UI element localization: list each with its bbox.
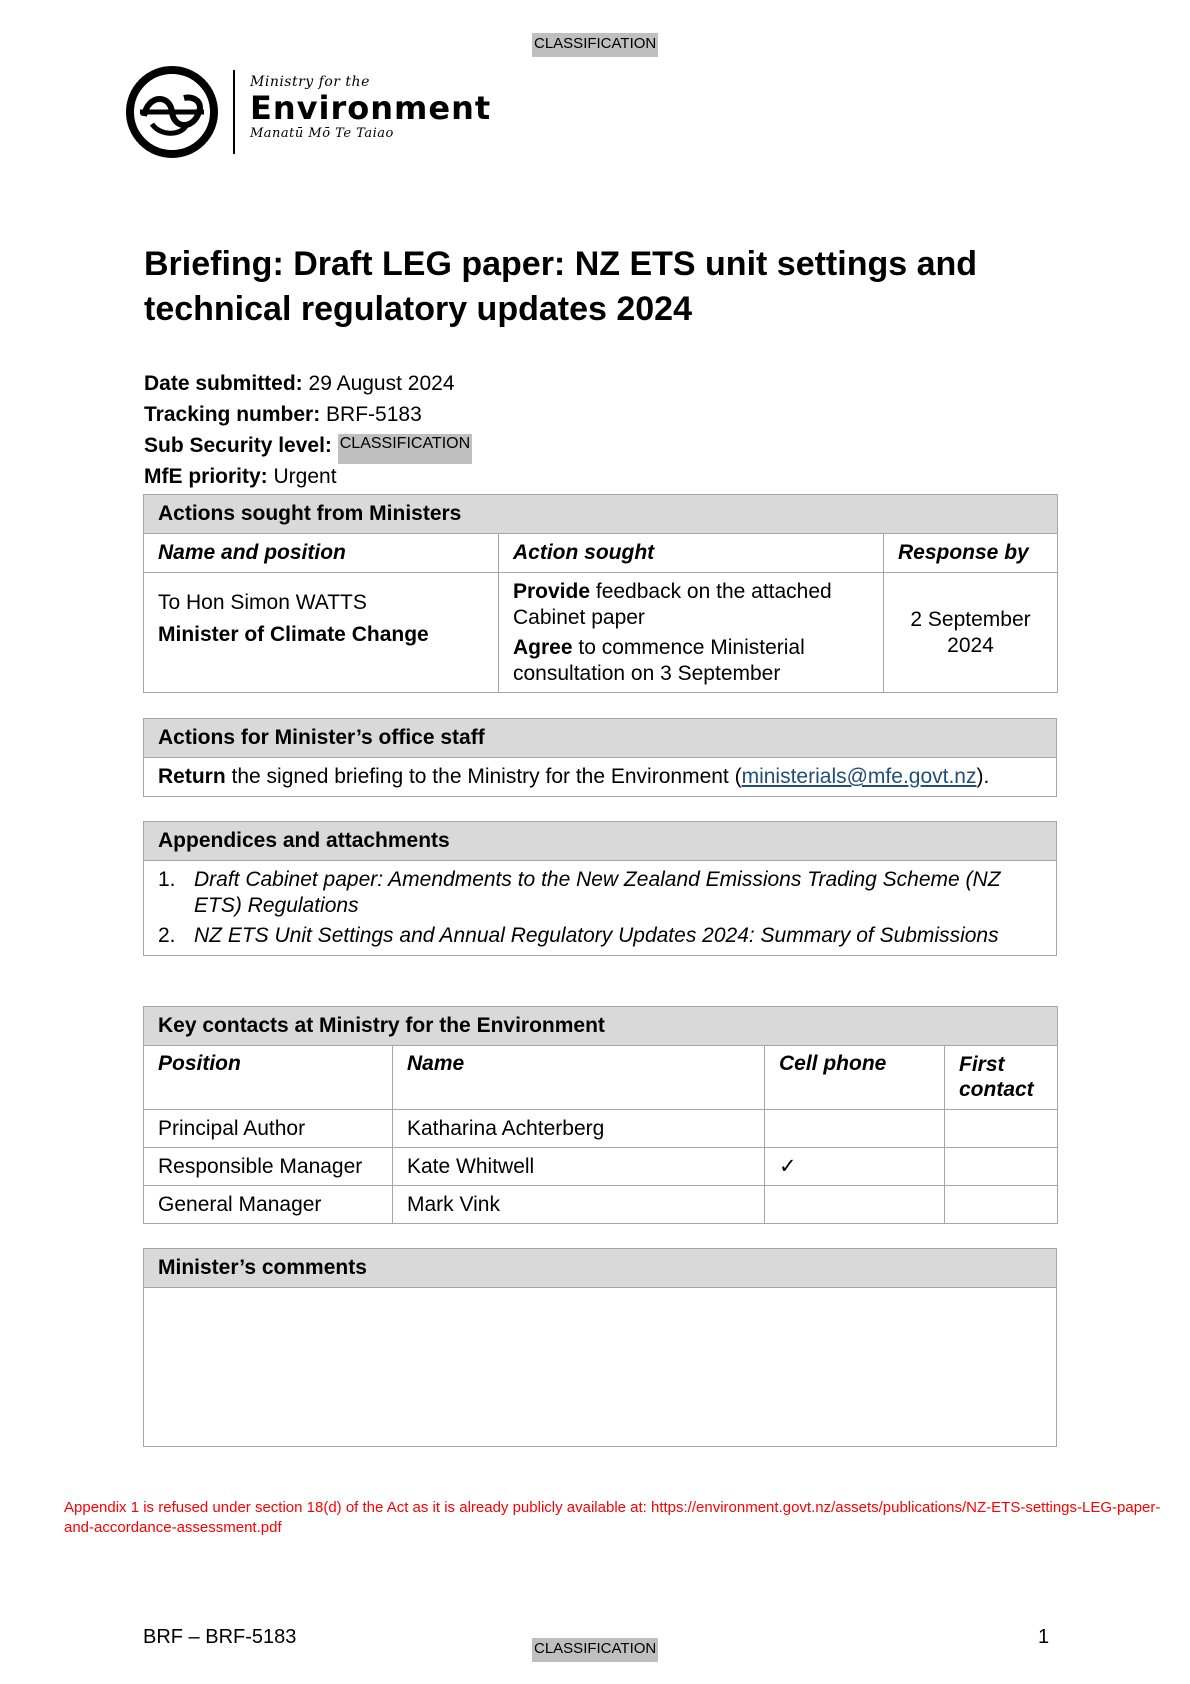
classification-footer: CLASSIFICATION (532, 1638, 658, 1662)
appendix-item: 2. NZ ETS Unit Settings and Annual Regulatory Updates 2024: Summary of Submissions (158, 924, 999, 947)
date-label: Date submitted: (144, 372, 303, 395)
office-staff-heading: Actions for Minister’s office staff (144, 719, 1057, 758)
tracking-label: Tracking number: (144, 403, 321, 426)
logo-wordmark (250, 74, 491, 141)
briefing-metadata (144, 368, 472, 492)
key-contacts-heading: Key contacts at Ministry for the Environment (144, 1007, 1058, 1046)
tracking-value: BRF-5183 (326, 403, 422, 426)
key-contacts-table (143, 1006, 1058, 1224)
ministerials-email-link[interactable]: ministerials@mfe.govt.nz (741, 765, 977, 788)
office-staff-table (143, 718, 1057, 797)
actions-sought-heading: Actions sought from Ministers (144, 495, 1058, 534)
office-staff-instruction: Return the signed briefing to the Ministry for the Environment (ministerials@mfe.govt.nz). (144, 758, 1057, 797)
col-position: Position (144, 1046, 393, 1110)
table-row: General Manager Mark Vink (144, 1186, 1058, 1224)
recipient-position: Minister of Climate Change (158, 623, 429, 646)
document-title: Briefing: Draft LEG paper: NZ ETS unit settings and technical regulatory updates 2024 (144, 245, 978, 328)
ministers-comments-box[interactable] (144, 1288, 1057, 1447)
redaction-note: Appendix 1 is refused under section 18(d) of the Act as it is already publicly available at: https://environment.govt.nz/assets/publications/NZ-ETS-settings-LEG-paper-and-accordance-assessment.pdf (64, 1499, 1161, 1536)
recipient-name: To Hon Simon WATTS (158, 591, 367, 614)
actions-sought-table (143, 494, 1058, 693)
col-response-by: Response by (884, 534, 1058, 573)
ministers-comments-heading: Minister’s comments (144, 1249, 1057, 1288)
col-action-sought: Action sought (499, 534, 884, 573)
col-first-contact: First contact (945, 1046, 1058, 1110)
date-value: 29 August 2024 (308, 372, 455, 395)
logo-maori-line: Manatū Mō Te Taiao (250, 126, 394, 141)
table-row: Responsible Manager Kate Whitwell ✓ (144, 1148, 1058, 1186)
col-name: Name (393, 1046, 765, 1110)
appendices-table (143, 821, 1057, 956)
checkmark-icon: ✓ (765, 1148, 945, 1186)
appendix-item: 1. Draft Cabinet paper: Amendments to the New Zealand Emissions Trading Scheme (NZ ETS) Regulations (158, 868, 1001, 917)
classification-header: CLASSIFICATION (532, 33, 658, 57)
priority-label: MfE priority: (144, 465, 268, 488)
col-cell-phone: Cell phone (765, 1046, 945, 1110)
response-by-date: 2 September 2024 (884, 573, 1058, 693)
action-agree-consultation: Agree to commence Ministerial consultation on 3 September (513, 636, 805, 685)
logo-ministry-line: Ministry for the (250, 74, 370, 90)
col-name-position: Name and position (144, 534, 499, 573)
priority-value: Urgent (273, 465, 337, 488)
footer-reference: BRF – BRF-5183 (143, 1626, 297, 1648)
table-row: Principal Author Katharina Achterberg (144, 1110, 1058, 1148)
ministers-comments-table (143, 1248, 1057, 1447)
appendices-heading: Appendices and attachments (144, 822, 1057, 861)
security-label: Sub Security level: (144, 434, 332, 457)
logo-environment-line: Environment (250, 89, 492, 127)
security-value: CLASSIFICATION (338, 434, 472, 464)
action-provide-feedback: Provide feedback on the attached Cabinet paper (513, 580, 832, 629)
page-number: 1 (1038, 1626, 1050, 1648)
